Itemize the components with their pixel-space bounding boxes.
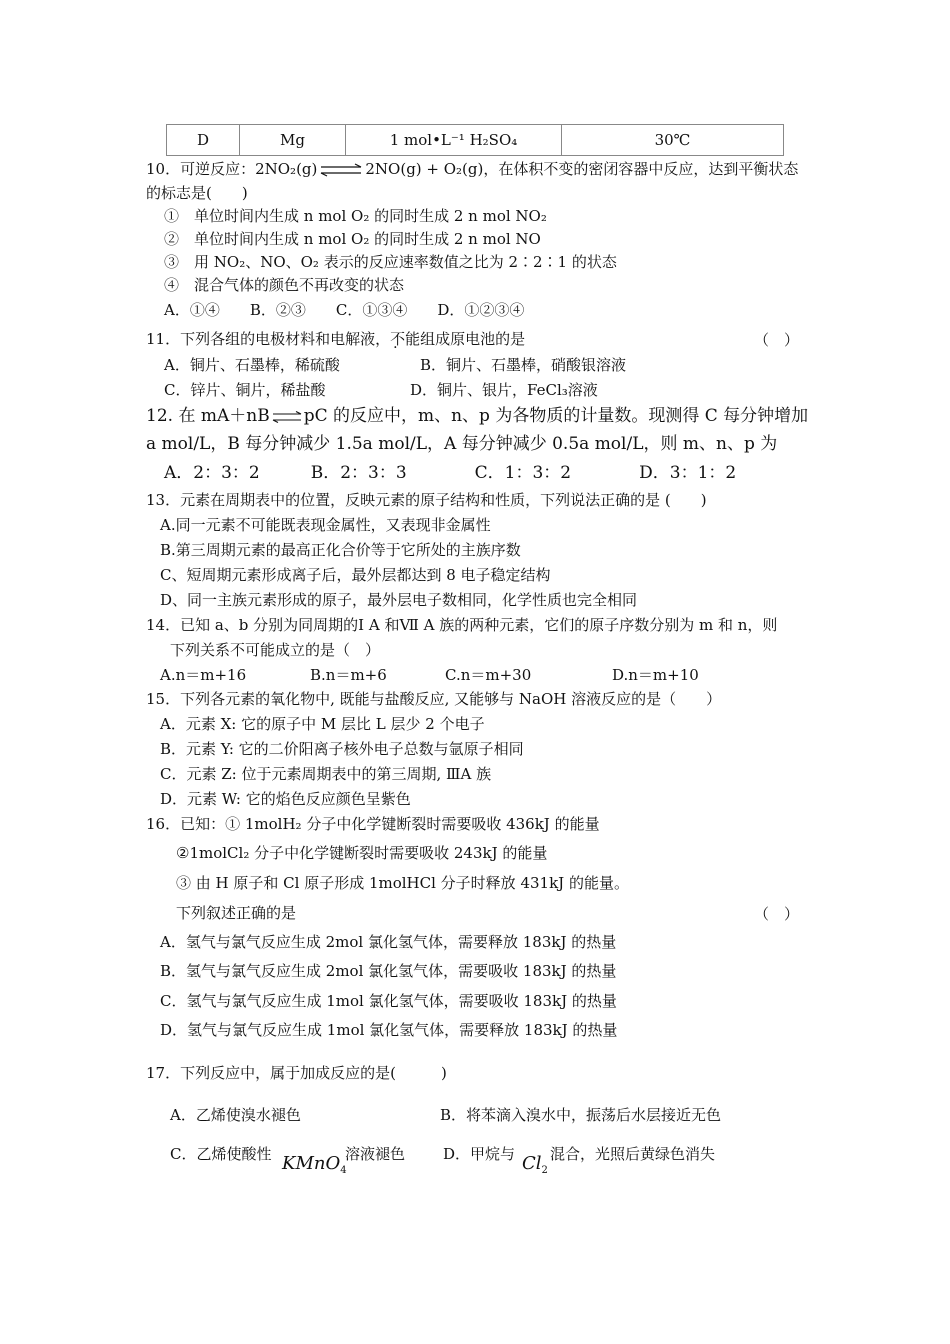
- q11-answer-paren: （ ）: [754, 331, 800, 349]
- q10-stem-b: 2NO(g) + O₂(g)，在体积不变的密闭容器中反应，达到平衡状态: [365, 160, 799, 178]
- q16-prompt: 下列叙述正确的是: [176, 904, 297, 922]
- q11-option-b: B．铜片、石墨棒，硝酸银溶液: [420, 356, 627, 374]
- cell-metal: Mg: [240, 125, 346, 156]
- cl2-subscript: 2: [541, 1165, 548, 1176]
- q11-stem-b: 能组成原电池的是: [405, 330, 526, 348]
- q16-option-d: D．氢气与氯气反应生成 1mol 氯化氢气体，需要释放 183kJ 的热量: [160, 1021, 618, 1039]
- q17-option-c-text: C．乙烯使酸性: [170, 1145, 272, 1163]
- q15-option-d: D．元素 W: 它的焰色反应颜色呈紫色: [160, 790, 411, 808]
- cl2-symbol: Cl: [522, 1153, 542, 1174]
- q14-stem-line2: 下列关系不可能成立的是（ ）: [170, 641, 381, 659]
- q14-stem-line1: 14．已知 a、b 分别为同周期的Ⅰ A 和Ⅶ A 族的两种元素，它们的原子序数分别为 m 和 n，则: [146, 616, 778, 634]
- q17-option-d-text: D．甲烷与: [443, 1145, 516, 1163]
- kmno4-symbol: KMnO: [282, 1153, 341, 1174]
- experiment-table: [166, 124, 784, 156]
- q17-option-c-tail: 溶液褪色: [345, 1145, 406, 1163]
- q17-option-b: B．将苯滴入溴水中，振荡后水层接近无色: [440, 1106, 722, 1124]
- q16-option-a: A．氢气与氯气反应生成 2mol 氯化氢气体，需要释放 183kJ 的热量: [160, 933, 617, 951]
- table-row: [167, 125, 784, 156]
- q11-stem-a: 11．下列各组的电极材料和电解液，: [146, 330, 391, 348]
- q14-option-d: D.n＝m+10: [612, 666, 699, 684]
- q16-statement-3: ③ 由 H 原子和 Cl 原子形成 1molHCl 分子时释放 431kJ 的能量。: [176, 874, 629, 892]
- equilibrium-arrows-icon: [319, 163, 363, 177]
- q10-option-1: ① 单位时间内生成 n mol O₂ 的同时生成 2 n mol NO₂: [164, 207, 547, 225]
- q11-option-c: C．锌片、铜片，稀盐酸: [164, 381, 326, 399]
- q16-answer-paren: （ ）: [754, 905, 800, 923]
- q12-choices: A．2：3：2 B．2：3：3 C．1：3：2 D．3：1：2: [164, 463, 737, 483]
- q17-formula-kmno4: [282, 1154, 347, 1181]
- q10-option-4: ④ 混合气体的颜色不再改变的状态: [164, 276, 405, 294]
- q12-stem-a: 12. 在 mA＋nB: [146, 406, 270, 426]
- q17-option-a: A．乙烯使溴水褪色: [170, 1106, 301, 1124]
- q10-option-2: ② 单位时间内生成 n mol O₂ 的同时生成 2 n mol NO: [164, 230, 541, 248]
- q13-option-b: B.第三周期元素的最高正化合价等于它所处的主族序数: [160, 541, 521, 559]
- equilibrium-arrows-icon: [272, 411, 302, 423]
- q11-stem: [146, 329, 525, 349]
- q11-option-d: D．铜片、银片，FeCl₃溶液: [410, 381, 598, 399]
- q16-option-c: C．氢气与氯气反应生成 1mol 氯化氢气体，需要吸收 183kJ 的热量: [160, 992, 617, 1010]
- q11-option-a: A．铜片、石墨棒，稀硫酸: [164, 356, 340, 374]
- q10-option-3: ③ 用 NO₂、NO、O₂ 表示的反应速率数值之比为 2∶2∶1 的状态: [164, 253, 617, 271]
- q15-option-b: B．元素 Y: 它的二价阳离子核外电子总数与氩原子相同: [160, 740, 524, 758]
- q16-option-b: B．氢气与氯气反应生成 2mol 氯化氢气体，需要吸收 183kJ 的热量: [160, 962, 617, 980]
- q13-option-a: A.同一元素不可能既表现金属性，又表现非金属性: [160, 516, 491, 534]
- q11-emphasis-char: 不: [390, 330, 406, 348]
- q17-stem: 17．下列反应中，属于加成反应的是( ): [146, 1064, 447, 1082]
- q15-stem: 15．下列各元素的氧化物中, 既能与盐酸反应, 又能够与 NaOH 溶液反应的是（ ）: [146, 690, 722, 708]
- q10-stem-line1: [146, 159, 798, 179]
- q17-formula-cl2: [522, 1154, 548, 1181]
- q14-option-a: A.n＝m+16: [160, 666, 247, 684]
- q16-stem: 16．已知：① 1molH₂ 分子中化学键断裂时需要吸收 436kJ 的能量: [146, 815, 600, 833]
- cell-label: D: [167, 125, 240, 156]
- q16-statement-2: ②1molCl₂ 分子中化学键断裂时需要吸收 243kJ 的能量: [176, 844, 548, 862]
- q10-stem-a: 10．可逆反应：2NO₂(g): [146, 160, 318, 178]
- cell-temp: 30℃: [562, 125, 784, 156]
- q13-option-d: D、同一主族元素形成的原子，最外层电子数相同，化学性质也完全相同: [160, 591, 638, 609]
- kmno4-subscript: 4: [340, 1165, 347, 1176]
- q15-option-a: A．元素 X: 它的原子中 M 层比 L 层少 2 个电子: [160, 715, 485, 733]
- q13-option-c: C、短周期元素形成离子后，最外层都达到 8 电子稳定结构: [160, 566, 551, 584]
- q12-stem-line1: [146, 406, 808, 426]
- q12-stem-b: pC 的反应中，m、n、p 为各物质的计量数。现测得 C 每分钟增加: [303, 406, 809, 426]
- q10-choices: A．①④ B．②③ C．①③④ D．①②③④: [164, 301, 525, 319]
- q10-stem-line2: 的标志是( ): [146, 184, 248, 202]
- q14-option-b: B.n＝m+6: [310, 666, 387, 684]
- q17-option-d-tail: 混合，光照后黄绿色消失: [550, 1145, 716, 1163]
- q14-option-c: C.n＝m+30: [445, 666, 532, 684]
- q12-stem-line2: a mol/L，B 每分钟减少 1.5a mol/L，A 每分钟减少 0.5a mol/L，则 m、n、p 为: [146, 434, 778, 454]
- q13-stem: 13．元素在周期表中的位置，反映元素的原子结构和性质，下列说法正确的是 ( ): [146, 491, 707, 509]
- q15-option-c: C．元素 Z: 位于元素周期表中的第三周期, ⅢA 族: [160, 765, 492, 783]
- cell-acid: 1 mol•L⁻¹ H₂SO₄: [346, 125, 562, 156]
